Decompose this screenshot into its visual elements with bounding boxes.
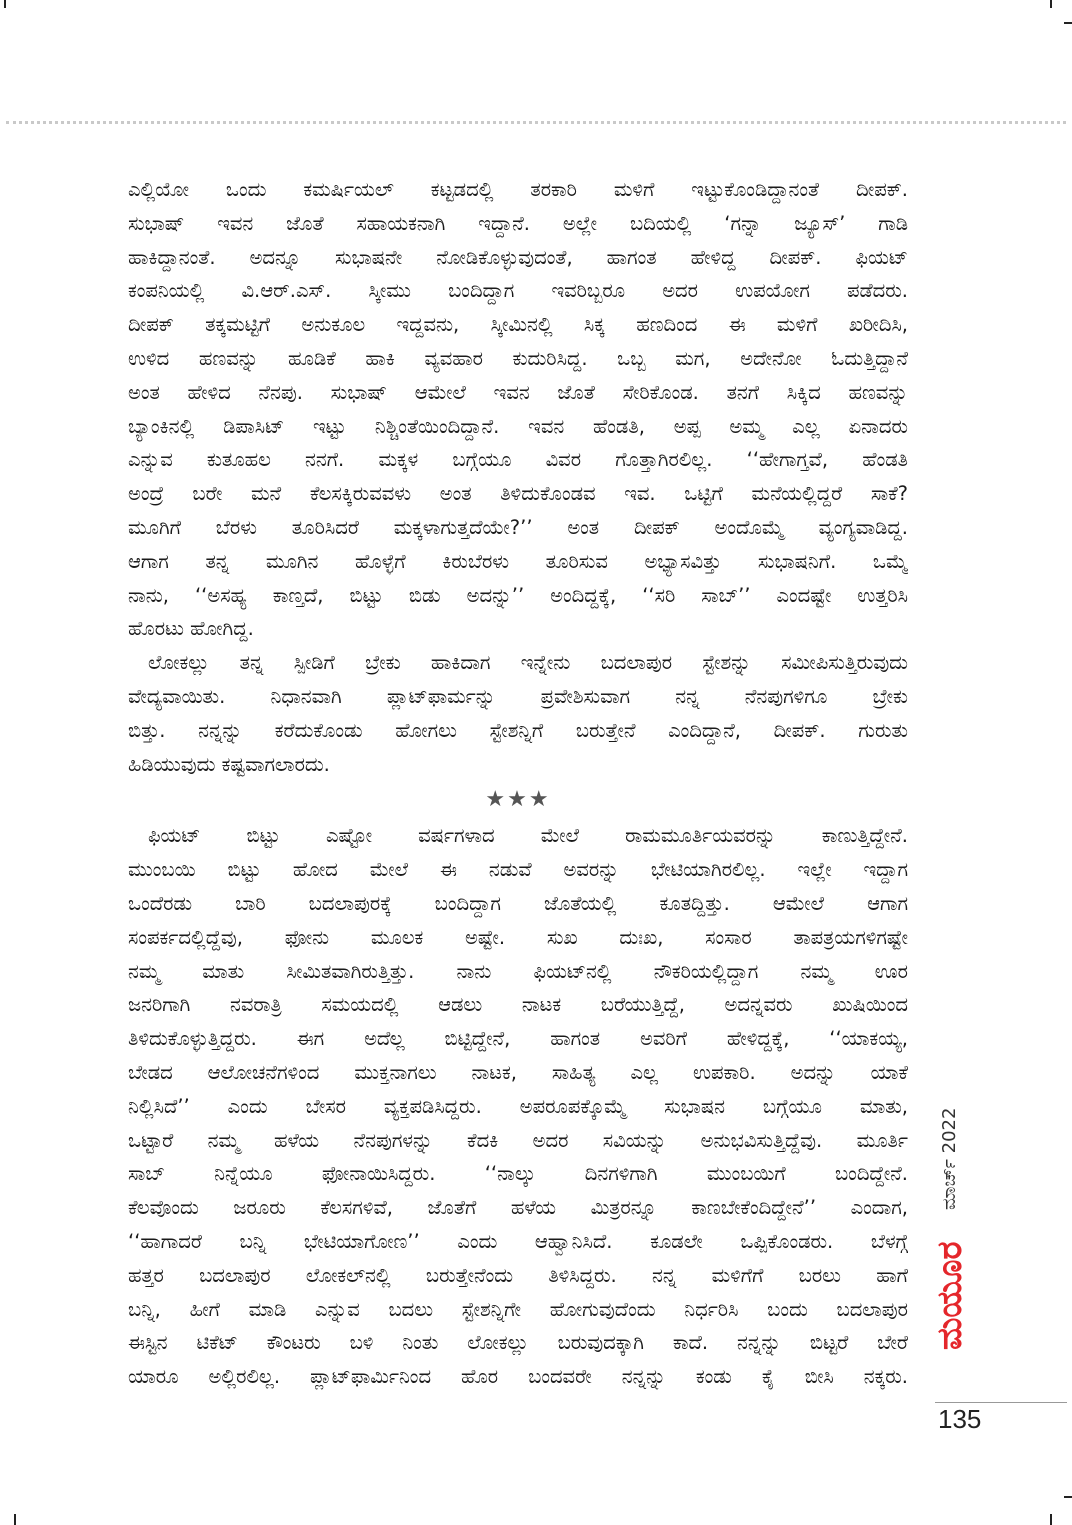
body-line: ಫಿಯಟ್ ಬಿಟ್ಟು ಎಷ್ಟೋ ವರ್ಷಗಳಾದ ಮೇಲೆ ರಾಮಮೂರ್ತಿಯವರನ್ನು ಕಾಣುತ್ತಿದ್ದೇನೆ. [148, 824, 908, 848]
body-line: ಎನ್ನುವ ಕುತೂಹಲ ನನಗೆ. ಮಕ್ಕಳ ಬಗ್ಗೆಯೂ ವಿವರ ಗೊತ್ತಾಗಿರಲಿಲ್ಲ. ‘‘ಹೇಗಾಗ್ತವೆ, ಹೆಂಡತಿ [128, 448, 908, 472]
body-line: ಎಲ್ಲಿಯೋ ಒಂದು ಕಮರ್ಷಿಯಲ್ ಕಟ್ಟಡದಲ್ಲಿ ತರಕಾರಿ ಮಳಿಗೆ ಇಟ್ಟುಕೊಂಡಿದ್ದಾನಂತೆ ದೀಪಕ್. [128, 178, 908, 201]
crop-mark-bottom-right [1050, 1514, 1052, 1525]
body-line: ನಮ್ಮ ಮಾತು ಸೀಮಿತವಾಗಿರುತ್ತಿತ್ತು. ನಾನು ಫಿಯಟ್‌ನಲ್ಲಿ ನೌಕರಿಯಲ್ಲಿದ್ದಾಗ ನಮ್ಮ ಊರ [128, 959, 908, 983]
issue-date: ಮಾರ್ಚ್ 2022 [939, 1107, 960, 1210]
crop-mark-bottom-left [14, 1514, 16, 1525]
body-line: ಅಂದ್ರೆ ಬರೇ ಮನೆ ಕೆಲಸಕ್ಕಿರುವವಳು ಅಂತ ತಿಳಿದುಕೊಂಡವ ಇವ. ಒಟ್ಟಿಗೆ ಮನೆಯಲ್ಲಿದ್ದರೆ ಸಾಕೆ? [128, 482, 908, 506]
crop-mark-right-lower [1064, 1496, 1072, 1498]
body-line: ಹಿಡಿಯುವುದು ಕಷ್ಟವಾಗಲಾರದು. [128, 752, 330, 776]
body-line: ‘‘ಹಾಗಾದರೆ ಬನ್ನಿ ಭೇಟಿಯಾಗೋಣ’’ ಎಂದು ಆಹ್ವಾನಿಸಿದೆ. ಕೂಡಲೇ ಒಪ್ಪಿಕೊಂಡರು. ಬೆಳಗ್ಗೆ [128, 1229, 908, 1253]
body-line: ಒಟ್ಟಾರೆ ನಮ್ಮ ಹಳೆಯ ನೆನಪುಗಳನ್ನು ಕೆದಕಿ ಅದರ ಸವಿಯನ್ನು ಅನುಭವಿಸುತ್ತಿದ್ದೆವು. ಮೂರ್ತಿ [128, 1128, 908, 1152]
body-line: ಹತ್ತರ ಬದಲಾಪುರ ಲೋಕಲ್‌ನಲ್ಲಿ ಬರುತ್ತೇನೆಂದು ತಿಳಿಸಿದ್ದರು. ನನ್ನ ಮಳಿಗೆಗೆ ಬರಲು ಹಾಗೆ [128, 1263, 908, 1287]
body-line: ಅಂತ ಹೇಳಿದ ನೆನಪು. ಸುಭಾಷ್ ಆಮೇಲೆ ಇವನ ಜೊತೆ ಸೇರಿಕೊಂಡ. ತನಗೆ ಸಿಕ್ಕಿದ ಹಣವನ್ನು [128, 380, 908, 404]
body-line: ವೇದ್ಯವಾಯಿತು. ನಿಧಾನವಾಗಿ ಪ್ಲಾಟ್‌ಫಾರ್ಮನ್ನು ಪ್ರವೇಶಿಸುವಾಗ ನನ್ನ ನೆನಪುಗಳಿಗೂ ಬ್ರೇಕು [128, 684, 908, 708]
header-dotted-rule [6, 121, 1066, 124]
article-body [128, 173, 908, 1394]
body-line: ತಿಳಿದುಕೊಳ್ಳುತ್ತಿದ್ದರು. ಈಗ ಅದೆಲ್ಲ ಬಿಟ್ಟಿದ್ದೇನೆ, ಹಾಗಂತ ಅವರಿಗೆ ಹೇಳಿದ್ದಕ್ಕೆ, ‘‘ಯಾಕಯ್ಯ, [128, 1027, 908, 1051]
body-line: ನಿಲ್ಲಿಸಿದೆ’’ ಎಂದು ಬೇಸರ ವ್ಯಕ್ತಪಡಿಸಿದ್ದರು. ಅಪರೂಪಕ್ಕೊಮ್ಮೆ ಸುಭಾಷನ ಬಗ್ಗೆಯೂ ಮಾತು, [128, 1094, 908, 1118]
body-line: ಒಂದೆರಡು ಬಾರಿ ಬದಲಾಪುರಕ್ಕೆ ಬಂದಿದ್ದಾಗ ಜೊತೆಯಲ್ಲಿ ಕೂತದ್ದಿತ್ತು. ಆಮೇಲೆ ಆಗಾಗ [128, 891, 908, 915]
body-line: ಕಂಪನಿಯಲ್ಲಿ ವಿ.ಆರ್.ಎಸ್. ಸ್ಕೀಮು ಬಂದಿದ್ದಾಗ ಇವರಿಬ್ಬರೂ ಅದರ ಉಪಯೋಗ ಪಡೆದರು. [128, 279, 908, 303]
body-line: ಸಾಬ್ ನಿನ್ನೆಯೂ ಫೋನಾಯಿಸಿದ್ದರು. ‘‘ನಾಲ್ಕು ದಿನಗಳಿಗಾಗಿ ಮುಂಬಯಿಗೆ ಬಂದಿದ್ದೇನೆ. [128, 1162, 908, 1186]
body-line: ನಾನು, ‘‘ಅಸಹ್ಯ ಕಾಣ್ತದೆ, ಬಿಟ್ಟು ಬಿಡು ಅದನ್ನು’’ ಅಂದಿದ್ದಕ್ಕೆ, ‘‘ಸರಿ ಸಾಬ್’’ ಎಂದಷ್ಟೇ ಉತ್ತರಿಸಿ [128, 583, 908, 607]
body-line: ಹೊರಟು ಹೋಗಿದ್ದ. [128, 617, 254, 641]
page-number-rule [935, 1402, 1067, 1403]
body-line: ಆಗಾಗ ತನ್ನ ಮೂಗಿನ ಹೊಳ್ಳೆಗೆ ಕಿರುಬೆರಳು ತೂರಿಸುವ ಅಭ್ಯಾಸವಿತ್ತು ಸುಭಾಷನಿಗೆ. ಒಮ್ಮೆ [128, 549, 908, 573]
body-line: ಈಸ್ಟಿನ ಟಿಕೆಟ್ ಕೌಂಟರು ಬಳಿ ನಿಂತು ಲೋಕಲ್ಲು ಬರುವುದಕ್ಕಾಗಿ ಕಾದೆ. ನನ್ನನ್ನು ಬಿಟ್ಟರೆ ಬೇರೆ [128, 1331, 908, 1355]
body-line: ದೀಪಕ್ ತಕ್ಕಮಟ್ಟಿಗೆ ಅನುಕೂಲ ಇದ್ದವನು, ಸ್ಕೀಮಿನಲ್ಲಿ ಸಿಕ್ಕ ಹಣದಿಂದ ಈ ಮಳಿಗೆ ಖರೀದಿಸಿ, [128, 313, 908, 337]
body-line: ಯಾರೂ ಅಲ್ಲಿರಲಿಲ್ಲ. ಪ್ಲಾಟ್‌ಫಾರ್ಮಿನಿಂದ ಹೊರ ಬಂದವರೇ ನನ್ನನ್ನು ಕಂಡು ಕೈ ಬೀಸಿ ನಕ್ಕರು. [128, 1365, 908, 1389]
body-line: ಕೆಲವೊಂದು ಜರೂರು ಕೆಲಸಗಳಿವೆ, ಜೊತೆಗೆ ಹಳೆಯ ಮಿತ್ರರನ್ನೂ ಕಾಣಬೇಕೆಂದಿದ್ದೇನೆ’’ ಎಂದಾಗ, [128, 1196, 908, 1220]
crop-mark-top-right [1050, 0, 1052, 8]
body-line: ಮುಂಬಯಿ ಬಿಟ್ಟು ಹೋದ ಮೇಲೆ ಈ ನಡುವೆ ಅವರನ್ನು ಭೇಟಿಯಾಗಿರಲಿಲ್ಲ. ಇಲ್ಲೇ ಇದ್ದಾಗ [128, 858, 908, 882]
crop-mark-right-upper [1064, 22, 1072, 24]
body-line: ಜನರಿಗಾಗಿ ನವರಾತ್ರಿ ಸಮಯದಲ್ಲಿ ಆಡಲು ನಾಟಕ ಬರೆಯುತ್ತಿದ್ದೆ, ಅದನ್ನವರು ಖುಷಿಯಿಂದ [128, 993, 908, 1017]
body-line: ಬ್ಯಾಂಕಿನಲ್ಲಿ ಡಿಪಾಸಿಟ್ ಇಟ್ಟು ನಿಶ್ಚಿಂತೆಯಿಂದಿದ್ದಾನೆ. ಇವನ ಹೆಂಡತಿ, ಅಪ್ಪ ಅಮ್ಮ ಎಲ್ಲ ಏನಾದರು [128, 414, 908, 438]
body-line: ಹಾಕಿದ್ದಾನಂತೆ. ಅದನ್ನೂ ಸುಭಾಷನೇ ನೋಡಿಕೊಳ್ಳುವುದಂತೆ, ಹಾಗಂತ ಹೇಳಿದ್ದ ದೀಪಕ್. ಫಿಯಟ್ [128, 245, 908, 269]
body-line: ಲೋಕಲ್ಲು ತನ್ನ ಸ್ಪೀಡಿಗೆ ಬ್ರೇಕು ಹಾಕಿದಾಗ ಇನ್ನೇನು ಬದಲಾಪುರ ಸ್ಟೇಶನ್ನು ಸಮೀಪಿಸುತ್ತಿರುವುದು [148, 651, 908, 675]
section-break-stars: ★★★ [485, 787, 551, 813]
body-line: ಸಂಪರ್ಕದಲ್ಲಿದ್ದೆವು, ಫೋನು ಮೂಲಕ ಅಷ್ಟೇ. ಸುಖ ದುಃಖ, ಸಂಸಾರ ತಾಪತ್ರಯಗಳಿಗಷ್ಟೇ [128, 925, 908, 949]
magazine-sidebar [930, 1080, 970, 1410]
crop-mark-top-left [4, 0, 6, 8]
body-line: ಬಿತ್ತು. ನನ್ನನ್ನು ಕರೆದುಕೊಂಡು ಹೋಗಲು ಸ್ಟೇಶನ್ನಿಗೆ ಬರುತ್ತೇನೆ ಎಂದಿದ್ದಾನೆ, ದೀಪಕ್. ಗುರುತು [128, 718, 908, 742]
body-line: ಬೇಡದ ಆಲೋಚನೆಗಳಿಂದ ಮುಕ್ತನಾಗಲು ನಾಟಕ, ಸಾಹಿತ್ಯ ಎಲ್ಲ ಉಪಕಾರಿ. ಅದನ್ನು ಯಾಕೆ [128, 1060, 908, 1084]
page-number: 135 [938, 1404, 982, 1434]
magazine-logo: ಮಯೂರ [930, 1241, 970, 1350]
body-line: ಬನ್ನಿ, ಹೀಗೆ ಮಾಡಿ ಎನ್ನುವ ಬದಲು ಸ್ಟೇಶನ್ನಿಗೇ ಹೋಗುವುದೆಂದು ನಿರ್ಧರಿಸಿ ಬಂದು ಬದಲಾಪುರ [128, 1297, 908, 1321]
body-line: ಉಳಿದ ಹಣವನ್ನು ಹೂಡಿಕೆ ಹಾಕಿ ವ್ಯವಹಾರ ಕುದುರಿಸಿದ್ದ. ಒಬ್ಬ ಮಗ, ಅದೇನೋ ಓದುತ್ತಿದ್ದಾನೆ [128, 346, 908, 370]
body-line: ಮೂಗಿಗೆ ಬೆರಳು ತೂರಿಸಿದರೆ ಮಕ್ಕಳಾಗುತ್ತದೆಯೇ?’’ ಅಂತ ದೀಪಕ್ ಅಂದೊಮ್ಮೆ ವ್ಯಂಗ್ಯವಾಡಿದ್ದ. [128, 515, 908, 539]
body-line: ಸುಭಾಷ್ ಇವನ ಜೊತೆ ಸಹಾಯಕನಾಗಿ ಇದ್ದಾನೆ. ಅಲ್ಲೇ ಬದಿಯಲ್ಲಿ ‘ಗನ್ನಾ ಜ್ಯೂಸ್’ ಗಾಡಿ [128, 211, 908, 235]
